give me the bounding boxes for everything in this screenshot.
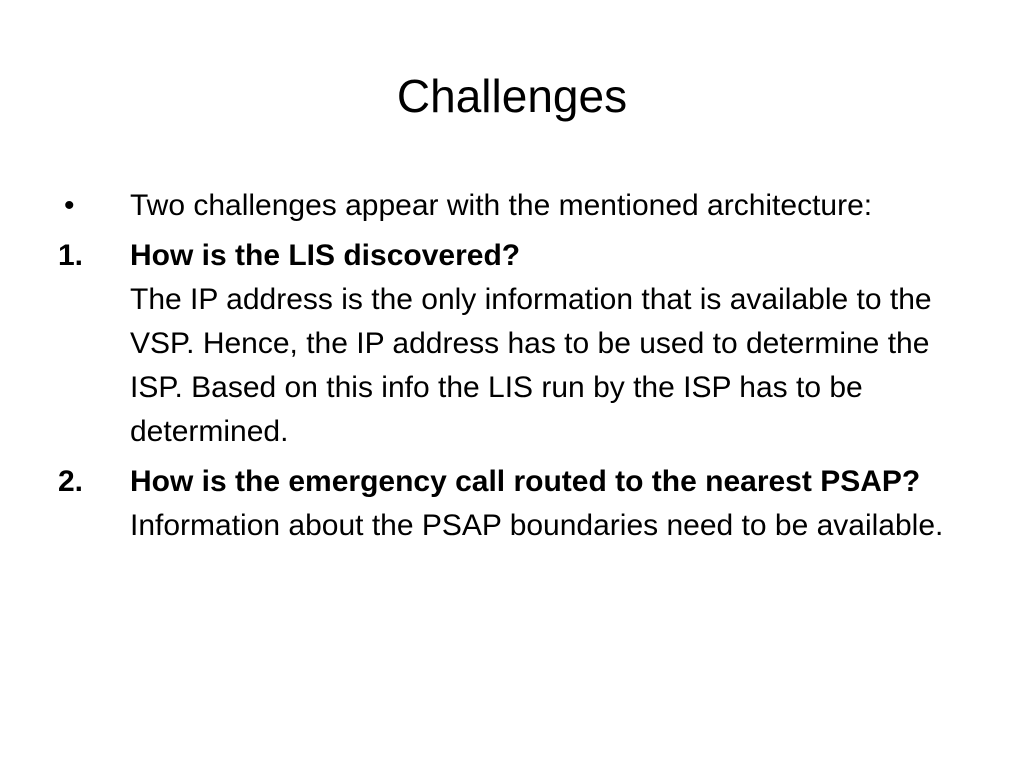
item-text: Information about the PSAP boundaries need to be available. — [130, 509, 944, 542]
slide-title: Challenges — [396, 70, 628, 122]
item-heading: How is the emergency call routed to the nearest PSAP? — [130, 465, 921, 498]
numbered-item-1 — [58, 234, 968, 454]
numbered-item-2 — [58, 460, 968, 548]
bullet-marker: • — [64, 189, 75, 222]
item-text: The IP address is the only information that is available to the VSP. Hence, the IP address has to be used to determine the ISP. Based on this info the LIS run by the ISP has to be determined. — [130, 283, 932, 448]
number-marker: 1. — [58, 239, 84, 272]
item-heading: How is the LIS discovered? — [130, 239, 521, 272]
slide-body — [58, 184, 968, 554]
bullet-text: Two challenges appear with the mentioned architecture: — [130, 189, 873, 222]
number-marker: 2. — [58, 465, 84, 498]
bullet-item — [58, 184, 968, 228]
